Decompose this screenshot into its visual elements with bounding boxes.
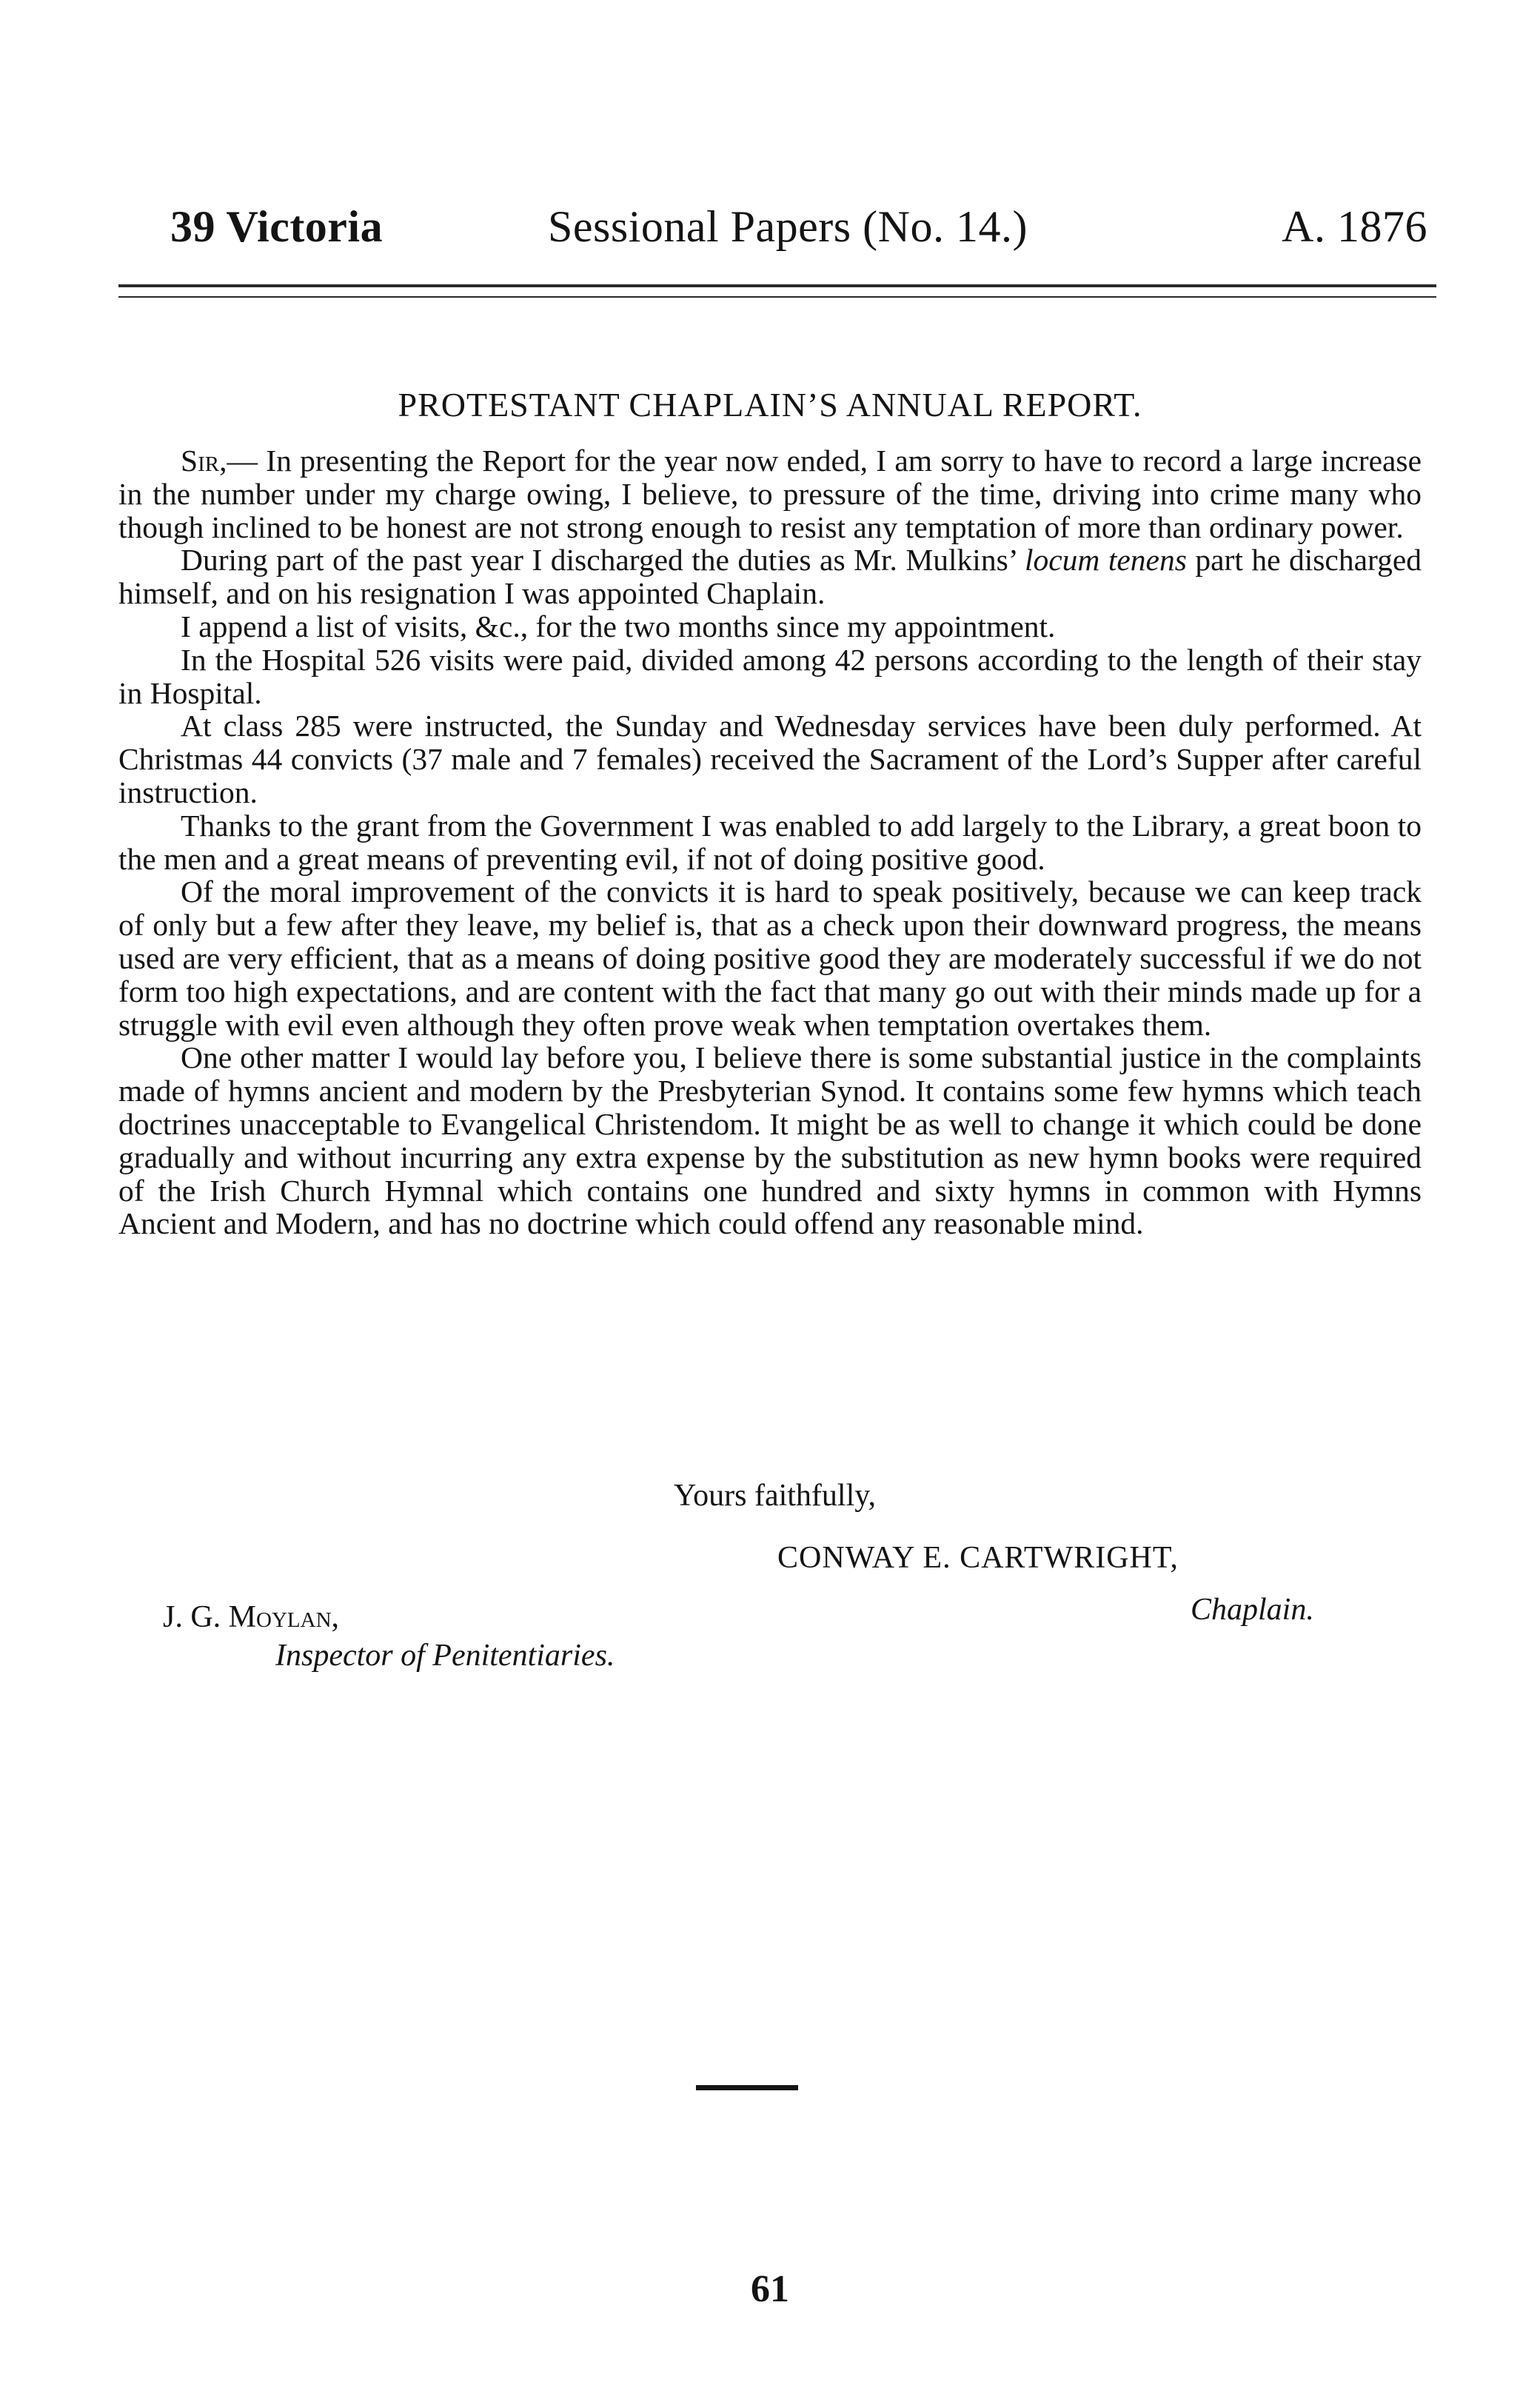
paragraph-2	[118, 543, 1422, 610]
end-rule	[696, 2085, 798, 2090]
paragraph-2-text-end: part he discharged himself, and on his resignation I was appointed Chaplain.	[118, 543, 1422, 611]
header-year: A. 1876	[1282, 202, 1427, 251]
page-number: 61	[751, 2268, 789, 2310]
paragraph-2-text-start: During part of the past year I discharged the duties as Mr. Mulkins’	[181, 543, 1025, 578]
paragraph-7: Of the moral improvement of the convicts it is hard to speak positively, because we can keep track of only but a few after they leave, my belief is, that as a check upon their downward progress, the means used are very efficient, that as a means of doing positive good they are moderately successful if we do not form too high expectations, and are content with the fact that many go out with their minds made up for a struggle with evil even although they often prove weak when temptation overtakes them.	[118, 874, 1422, 1042]
paragraph-6: Thanks to the grant from the Government I was enabled to add largely to the Library, a great boon to the men and a great means of preventing evil, if not of doing positive good.	[118, 808, 1422, 876]
header-rule-thick	[118, 284, 1436, 287]
salutation: Sir,	[181, 444, 227, 478]
closing: Yours faithfully,	[674, 1479, 877, 1513]
report-body	[118, 444, 1422, 1240]
paragraph-5: At class 285 were instructed, the Sunday and Wednesday services have been duly performed. At Christmas 44 convicts (37 male and 7 females) received the Sacrament of the Lord’s Supper after careful instruction.	[118, 709, 1422, 809]
report-title: PROTESTANT CHAPLAIN’S ANNUAL REPORT.	[398, 386, 1142, 424]
paragraph-3: I append a list of visits, &c., for the two months since my appointment.	[181, 609, 1056, 643]
signer-name: CONWAY E. CARTWRIGHT,	[777, 1541, 1179, 1575]
addressee-title: Inspector of Penitentiaries.	[275, 1639, 615, 1673]
header-rule-thin	[118, 296, 1436, 298]
paragraph-1	[118, 444, 1422, 543]
locum-tenens: locum tenens	[1024, 543, 1187, 578]
header-session: 39 Victoria	[170, 202, 384, 251]
paragraph-4: In the Hospital 526 visits were paid, divided among 42 persons according to the length of their stay in Hospital.	[118, 642, 1422, 710]
signer-title: Chaplain.	[1191, 1593, 1314, 1627]
header-sessional-papers: Sessional Papers (No. 14.)	[548, 202, 1028, 251]
paragraph-1-text: — In presenting the Report for the year now ended, I am sorry to have to record a large increase in the number under my charge owing, I believe, to pressure of the time, driving into crime many who though inclined to be honest are not strong enough to resist any temptation of more than ordinary power.	[118, 444, 1422, 544]
paragraph-8: One other matter I would lay before you, I believe there is some substantial justice in the complaints made of hymns ancient and modern by the Presbyterian Synod. It contains some few hymns which teach doctrines unacceptable to Evangelical Christendom. It might be as well to change it which could be done gradually and without incurring any extra expense by the substitution as new hymn books were required of the Irish Church Hymnal which contains one hundred and sixty hymns in common with Hymns Ancient and Modern, and has no doctrine which could offend any reasonable mind.	[118, 1040, 1422, 1241]
addressee-name: J. G. Moylan,	[163, 1600, 340, 1634]
